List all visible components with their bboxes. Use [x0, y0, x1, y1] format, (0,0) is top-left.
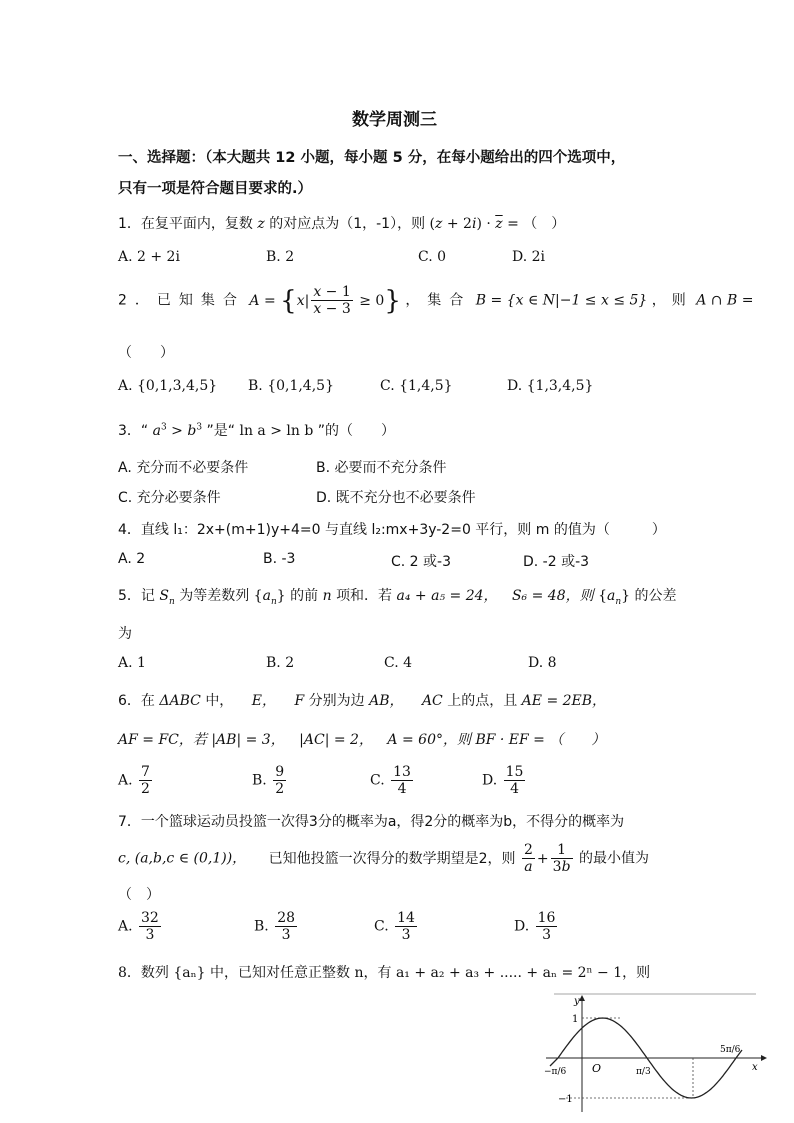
q6-option-c[interactable]: C. $\frac{13}{4}$ — [370, 764, 411, 798]
q6-option-a[interactable]: A. $\frac{7}{2}$ — [118, 764, 150, 798]
q2-option-c[interactable]: C. {1,4,5} — [380, 378, 453, 394]
q5-line2: 为 — [118, 626, 132, 642]
q2-paren: （ ） — [118, 345, 174, 361]
question-2 — [118, 284, 753, 317]
q2-option-d[interactable]: D. {1,3,4,5} — [507, 378, 594, 394]
q1-mid: 的对应点为（1，-1），则 — [269, 216, 426, 232]
q6-stem-c: 分别为边 — [308, 693, 365, 709]
q3-option-a[interactable]: A. 充分而不必要条件 — [118, 460, 249, 476]
q5-stem-d: 项和．若 — [336, 588, 393, 604]
question-3 — [118, 420, 395, 440]
q7-option-b[interactable]: B. $\frac{28}{3}$ — [254, 910, 296, 944]
q7-option-c[interactable]: C. $\frac{14}{3}$ — [374, 910, 415, 944]
question-4: 4．直线 l₁：2x+(m+1)y+4=0 与直线 l₂:mx+3y-2=0 平行，则 m 的值为（ ） — [118, 522, 666, 538]
q5-eq2: S₆ = 48，则 — [511, 588, 594, 604]
q7-option-d[interactable]: D. $\frac{16}{3}$ — [514, 910, 556, 944]
origin-label: O — [592, 1062, 602, 1075]
q5-option-b[interactable]: B. 2 — [266, 655, 295, 671]
question-7: 7．一个篮球运动员投篮一次得3分的概率为a，得2分的概率为b，不得分的概率为 — [118, 814, 625, 830]
q6-side-ab: AB， — [369, 693, 404, 709]
q6-stem-b: 中， — [205, 693, 234, 709]
q2-stem-c: ，则 — [651, 292, 692, 309]
q5-stem-c: 的前 — [290, 588, 319, 604]
q7-domain: c, (a,b,c ∈ (0,1))， — [118, 850, 247, 867]
q5-option-d[interactable]: D. 8 — [528, 655, 557, 671]
q3-option-c[interactable]: C. 充分必要条件 — [118, 490, 221, 506]
q4-option-d[interactable]: D. -2 或-3 — [523, 554, 590, 570]
q3-cube-expr: $a^3 > b^3$ — [152, 422, 203, 439]
q3-stem-a: 3．“ — [118, 423, 149, 439]
page-title: 数学周测三 — [352, 110, 437, 130]
q1-option-a[interactable]: A. 2 + 2i — [118, 249, 180, 265]
q6-abs-ab: |AB| = 3， — [211, 732, 285, 748]
q6-abs-ac: |AC| = 2， — [299, 732, 373, 748]
q1-option-c[interactable]: C. 0 — [418, 249, 447, 265]
question-1 — [118, 213, 565, 233]
q5-stem-a: 5．记 — [118, 588, 155, 604]
q7-line2b: 已知他投篮一次得分的数学期望是2，则 — [268, 850, 516, 867]
q5-eq1: a₄ + a₅ = 24， — [396, 588, 498, 604]
x-tick-5pi-6: 5π/6 — [720, 1045, 741, 1055]
question-8: 8．数列 {aₙ} 中，已知对任意正整数 n，有 a₁ + a₂ + a₃ + ..... + aₙ = 2ⁿ − 1，则 — [118, 965, 651, 981]
q6-point-f: F — [294, 693, 305, 709]
section-header-line2: 只有一项是符合题目要求的.） — [118, 181, 313, 197]
q1-stem: 1．在复平面内，复数 — [118, 216, 253, 232]
q2-option-a[interactable]: A. {0,1,3,4,5} — [118, 378, 218, 394]
y-axis-label: y — [574, 996, 580, 1007]
q1-expr: $(z + 2i) \cdot \overline{z}$ = — [429, 216, 519, 232]
q2-set-a: A = {x| $\frac{x - 1}{x - 3}$ ≥ 0} — [249, 284, 401, 318]
q1-paren: （ ） — [523, 216, 566, 232]
q5-seq: $\{a_n\}$ — [253, 588, 286, 607]
q5-stem-e: 的公差 — [634, 588, 677, 604]
q4-option-b[interactable]: B. -3 — [263, 551, 296, 567]
x-tick-pi-3: π/3 — [636, 1067, 651, 1077]
q1-var-z: z — [257, 216, 265, 232]
x-axis-label: x — [752, 1062, 758, 1073]
q6-side-ac: AC — [421, 693, 443, 709]
q6-vec-relation-1: AE = 2EB， — [521, 693, 607, 709]
q3-stem-b: ”是“ — [206, 423, 236, 439]
q3-option-b[interactable]: B. 必要而不充分条件 — [316, 460, 447, 476]
q6-triangle: ΔABC — [159, 693, 201, 709]
q6-vec-relation-2: AF = FC，若 — [118, 732, 207, 748]
q5-sn: $S_n$ — [159, 588, 175, 607]
question-6-line2 — [118, 729, 605, 749]
q5-option-c[interactable]: C. 4 — [384, 655, 413, 671]
q7-option-a[interactable]: A. $\frac{32}{3}$ — [118, 910, 159, 944]
q5-seq2: $\{a_n\}$ — [598, 588, 631, 607]
q7-paren: （ ） — [118, 887, 160, 903]
q2-stem-b: ，集合 — [405, 292, 472, 309]
q4-option-a[interactable]: A. 2 — [118, 551, 146, 567]
question-7-line2 — [118, 842, 649, 875]
q6-option-d[interactable]: D. $\frac{15}{4}$ — [482, 764, 524, 798]
q7-line2c: 的最小值为 — [578, 850, 649, 867]
q1-option-b[interactable]: B. 2 — [266, 249, 295, 265]
question-6 — [118, 690, 606, 710]
x-tick-neg-pi-6: −π/6 — [544, 1067, 567, 1077]
question-5 — [118, 585, 677, 607]
q4-option-c[interactable]: C. 2 或-3 — [391, 554, 451, 570]
q6-stem-a: 6．在 — [118, 693, 155, 709]
q3-option-d[interactable]: D. 既不充分也不必要条件 — [316, 490, 476, 506]
q2-option-b[interactable]: B. {0,1,4,5} — [248, 378, 334, 394]
q2-intersection: A ∩ B = — [696, 292, 754, 309]
q5-n: n — [322, 588, 332, 604]
q5-option-a[interactable]: A. 1 — [118, 655, 146, 671]
q6-option-b[interactable]: B. $\frac{9}{2}$ — [252, 764, 285, 798]
q3-stem-c: ”的（ ） — [317, 423, 396, 439]
q5-stem-b: 为等差数列 — [179, 588, 250, 604]
q6-stem-d: 上的点，且 — [447, 693, 518, 709]
y-tick-1: 1 — [572, 1014, 579, 1025]
q3-ln-expr: ln a > ln b — [239, 423, 314, 439]
q2-set-b: B = {x ∈ N|−1 ≤ x ≤ 5} — [475, 292, 648, 309]
q2-stem-a: 2．已知集合 — [118, 292, 245, 309]
q6-dot-product: BF · EF = （ ） — [475, 732, 606, 748]
y-tick-neg1: −1 — [558, 1094, 573, 1105]
q6-angle: A = 60°，则 — [387, 732, 471, 748]
q1-option-d[interactable]: D. 2i — [512, 249, 546, 265]
q6-point-e: E， — [251, 693, 276, 709]
sine-graph — [536, 990, 776, 1115]
section-header-line1: 一、选择题：（本大题共 12 小题，每小题 5 分，在每小题给出的四个选项中， — [118, 150, 626, 166]
q7-expression: $\frac{2}{a}$ + $\frac{1}{3b}$ — [523, 842, 571, 876]
